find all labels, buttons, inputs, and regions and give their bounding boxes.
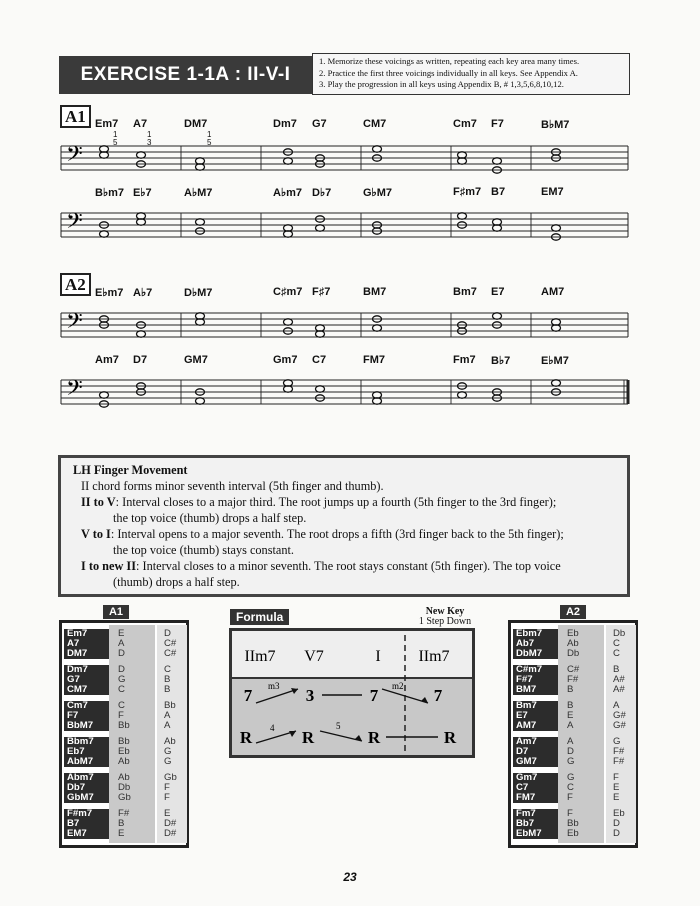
chord-name: Gm7 [513, 773, 558, 783]
chord-symbol: B7 [491, 186, 506, 198]
chord-symbol: E7 [491, 286, 505, 298]
note-head [373, 146, 382, 152]
top-note: A [164, 710, 171, 721]
root-note: D [118, 664, 125, 675]
formula-diagram [232, 631, 472, 755]
formula-label: Formula [230, 609, 289, 625]
lh-line: (thumb) drops a half step. [113, 575, 240, 589]
note-head [316, 386, 325, 392]
root-note: F [118, 710, 124, 721]
chord-name: BbM7 [64, 721, 109, 731]
chord-name: E7 [513, 711, 558, 721]
note-head [284, 319, 293, 325]
top-note: D# [164, 818, 177, 829]
root-note: C [118, 700, 125, 711]
chord-symbol: A♭7 [133, 287, 153, 299]
chord-name: Ab7 [513, 639, 558, 649]
chord-group [64, 665, 188, 697]
fingering: 1 5 [113, 130, 118, 147]
root-note: Eb [118, 746, 130, 757]
chord-name: FM7 [513, 793, 558, 803]
interval-label: m3 [268, 681, 280, 691]
chord-group [513, 737, 637, 769]
chord-group [64, 809, 188, 841]
chord-group [513, 629, 637, 661]
root-note: E [567, 710, 574, 721]
instruction-line: 3. Play the progression in all keys using Appendix B, # 1,3,5,6,8,10,12. [319, 79, 564, 89]
chord-name: CM7 [64, 685, 109, 695]
lh-title: LH Finger Movement [73, 463, 188, 477]
lh-line: II chord forms minor seventh interval (5th finger and thumb). [81, 479, 384, 493]
top-note: A [164, 720, 171, 731]
table-a2-label: A2 [560, 605, 586, 619]
root-note: Bb [118, 736, 130, 747]
chord-symbol: Bm7 [453, 286, 477, 298]
root-note: F [567, 792, 573, 803]
top-note: C# [164, 638, 177, 649]
top-note: B [164, 684, 171, 695]
note-head [196, 398, 205, 404]
top-note: F# [613, 756, 625, 767]
root-note: D [567, 746, 574, 757]
page-number: 23 [343, 870, 357, 884]
root-note: A [567, 736, 574, 747]
root-note: G [118, 674, 126, 685]
root-note: Ab [118, 772, 130, 783]
top-note: B [164, 674, 171, 685]
formula-box [229, 628, 475, 758]
formula-root: R [301, 728, 315, 747]
lh-line: the top voice (thumb) stays constant. [113, 543, 295, 557]
top-note: D [164, 628, 171, 639]
chord-symbol: DM7 [184, 118, 208, 130]
section-label-a2: A2 [60, 273, 91, 296]
chord-symbol: Fm7 [453, 354, 476, 366]
top-note: A# [613, 684, 625, 695]
instruction-line: 1. Memorize these voicings as written, repeating each key area many times. [319, 56, 580, 66]
interval-label: 4 [270, 723, 275, 733]
bass-clef-icon: 𝄢 [66, 309, 83, 339]
top-note: F [164, 792, 170, 803]
lh-line: I to new II: Interval closes to a minor seventh. The root stays constant (5th finger). The top voice [81, 559, 561, 573]
formula-chord: IIm7 [244, 648, 276, 665]
note-head [552, 225, 561, 231]
note-head [373, 325, 382, 331]
chord-name: A7 [64, 639, 109, 649]
chord-symbol: CM7 [363, 118, 387, 130]
chord-name: Bm7 [513, 701, 558, 711]
chord-name: Fm7 [513, 809, 558, 819]
chord-name: Em7 [64, 629, 109, 639]
fingering: 1 5 [207, 130, 212, 147]
top-note: Gb [164, 772, 177, 783]
note-head [100, 392, 109, 398]
top-note: Db [613, 628, 626, 639]
chord-symbol: B♭7 [491, 355, 511, 367]
table-a1-label: A1 [103, 605, 129, 619]
note-head [284, 158, 293, 164]
lh-line: the top voice (thumb) drops a half step. [113, 511, 307, 525]
formula-degree: 7 [243, 686, 253, 705]
table-a2 [508, 620, 638, 848]
chord-symbol: A♭m7 [273, 187, 303, 199]
formula-degree: 7 [433, 686, 443, 705]
root-note: B [567, 684, 574, 695]
top-note: C [613, 638, 620, 649]
top-note: F# [613, 746, 625, 757]
chord-name: Cm7 [64, 701, 109, 711]
chord-name: Abm7 [64, 773, 109, 783]
chord-name: D7 [513, 747, 558, 757]
chord-symbol: D♭7 [312, 187, 332, 199]
interval-label: m2 [392, 681, 404, 691]
root-note: D [118, 648, 125, 659]
chord-symbol: GM7 [184, 354, 208, 366]
note-head [100, 231, 109, 237]
chord-name: GbM7 [64, 793, 109, 803]
root-note: Ab [567, 638, 579, 649]
chord-name: Am7 [513, 737, 558, 747]
root-note: F# [567, 674, 579, 685]
note-head [196, 219, 205, 225]
root-note: Eb [567, 628, 579, 639]
chord-name: F#m7 [64, 809, 109, 819]
root-note: Eb [567, 828, 579, 839]
chord-symbol: E♭M7 [541, 355, 569, 367]
root-note: Bb [567, 818, 579, 829]
root-note: Bb [118, 720, 130, 731]
chord-name: G7 [64, 675, 109, 685]
music-notation [0, 0, 700, 450]
new-key-note: New Key 1 Step Down [418, 606, 472, 627]
top-note: E [613, 792, 620, 803]
chord-symbol: Gm7 [273, 354, 298, 366]
chord-symbol: C7 [312, 354, 327, 366]
root-note: B [567, 700, 574, 711]
top-note: D# [164, 828, 177, 839]
chord-name: BM7 [513, 685, 558, 695]
chord-symbol: F♯m7 [453, 186, 482, 198]
formula-root: R [367, 728, 381, 747]
root-note: C [118, 684, 125, 695]
chord-symbol: E♭m7 [95, 287, 124, 299]
formula-root: R [239, 728, 253, 747]
note-head [552, 380, 561, 386]
lh-finger-movement-box [58, 455, 630, 597]
top-note: B [613, 664, 620, 675]
chord-symbol: G♭M7 [363, 187, 393, 199]
note-head [493, 313, 502, 319]
formula-chord: IIm7 [418, 648, 450, 665]
chord-symbol: A7 [133, 118, 148, 130]
chord-symbol: E♭7 [133, 187, 152, 199]
top-note: D [613, 818, 620, 829]
section-label-a1: A1 [60, 105, 91, 128]
chord-name: AM7 [513, 721, 558, 731]
chord-group [64, 701, 188, 733]
chord-name: Db7 [64, 783, 109, 793]
chord-symbol: BM7 [363, 286, 387, 298]
lh-line: V to I: Interval opens to a major seventh. The root drops a fifth (3rd finger back to the 5th finger); [81, 527, 564, 541]
chord-symbol: B♭m7 [95, 187, 125, 199]
top-note: G# [613, 720, 626, 731]
top-note: E [164, 808, 171, 819]
chord-symbol: EM7 [541, 186, 564, 198]
note-head [458, 392, 467, 398]
chord-group [64, 629, 188, 661]
top-note: G [164, 756, 172, 767]
root-note: F# [118, 808, 130, 819]
chord-symbol: Em7 [95, 118, 119, 130]
chord-name: Eb7 [64, 747, 109, 757]
chord-name: Dm7 [64, 665, 109, 675]
root-note: B [118, 818, 125, 829]
note-head [493, 158, 502, 164]
formula-chord: I [375, 648, 381, 665]
formula-root: R [443, 728, 457, 747]
top-note: Bb [164, 700, 176, 711]
chord-symbol: G7 [312, 118, 327, 130]
top-note: Ab [164, 736, 176, 747]
bass-clef-icon: 𝄢 [66, 142, 83, 172]
chord-name: Bbm7 [64, 737, 109, 747]
chord-symbol: A♭M7 [184, 187, 213, 199]
interval-label: 5 [336, 721, 341, 731]
root-note: A [118, 638, 125, 649]
chord-symbol: F7 [491, 118, 504, 130]
top-note: D [613, 828, 620, 839]
note-head [137, 331, 146, 337]
chord-name: AbM7 [64, 757, 109, 767]
note-head [458, 213, 467, 219]
chord-group [64, 773, 188, 805]
chord-group [64, 737, 188, 769]
chord-symbol: B♭M7 [541, 119, 570, 131]
chord-symbol: AM7 [541, 286, 565, 298]
fingering: 1 3 [147, 130, 152, 147]
top-note: A# [613, 674, 625, 685]
bass-clef-icon: 𝄢 [66, 376, 83, 406]
root-note: F [567, 808, 573, 819]
chord-name: EbM7 [513, 829, 558, 839]
chord-name: F#7 [513, 675, 558, 685]
chord-symbol: F♯7 [312, 286, 331, 298]
top-note: C [164, 664, 171, 675]
root-note: Db [118, 782, 131, 793]
top-note: Eb [613, 808, 625, 819]
chord-name: B7 [64, 819, 109, 829]
top-note: G [613, 736, 621, 747]
chord-symbol: Dm7 [273, 118, 297, 130]
top-note: F [164, 782, 170, 793]
root-note: G [567, 756, 575, 767]
chord-group [513, 665, 637, 697]
top-note: C# [164, 648, 177, 659]
table-a1 [59, 620, 189, 848]
root-note: G [567, 772, 575, 783]
note-head [137, 152, 146, 158]
top-note: A [613, 700, 620, 711]
bass-clef-icon: 𝄢 [66, 209, 83, 239]
chord-symbol: D♭M7 [184, 287, 213, 299]
chord-name: Bb7 [513, 819, 558, 829]
root-note: E [118, 828, 125, 839]
root-note: Db [567, 648, 580, 659]
exercise-title: EXERCISE 1-1A : II-V-I [59, 56, 312, 94]
chord-name: C7 [513, 783, 558, 793]
chord-name: F7 [64, 711, 109, 721]
chord-name: EM7 [64, 829, 109, 839]
top-note: G# [613, 710, 626, 721]
chord-name: DM7 [64, 649, 109, 659]
chord-name: DbM7 [513, 649, 558, 659]
root-note: Ab [118, 756, 130, 767]
chord-name: GM7 [513, 757, 558, 767]
chord-group [513, 809, 637, 841]
instruction-line: 2. Practice the first three voicings individually in all keys. See Appendix A. [319, 67, 578, 78]
lh-line: II to V: Interval closes to a major third. The root jumps up a fourth (5th finger to the 3rd finger); [81, 495, 557, 509]
top-note: G [164, 746, 172, 757]
chord-symbol: FM7 [363, 354, 385, 366]
formula-degree: 3 [305, 686, 315, 705]
top-note: C [613, 648, 620, 659]
chord-symbol: Am7 [95, 354, 119, 366]
chord-group [513, 773, 637, 805]
root-note: Gb [118, 792, 131, 803]
chord-group [513, 701, 637, 733]
formula-degree: 7 [369, 686, 379, 705]
top-note: F [613, 772, 619, 783]
note-head [316, 225, 325, 231]
chord-symbol: C♯m7 [273, 286, 303, 298]
root-note: C# [567, 664, 580, 675]
root-note: E [118, 628, 125, 639]
chord-symbol: D7 [133, 354, 148, 366]
chord-name: C#m7 [513, 665, 558, 675]
formula-chord: V7 [304, 648, 324, 665]
chord-name: Ebm7 [513, 629, 558, 639]
root-note: A [567, 720, 574, 731]
root-note: C [567, 782, 574, 793]
chord-symbol: Cm7 [453, 118, 477, 130]
top-note: E [613, 782, 620, 793]
